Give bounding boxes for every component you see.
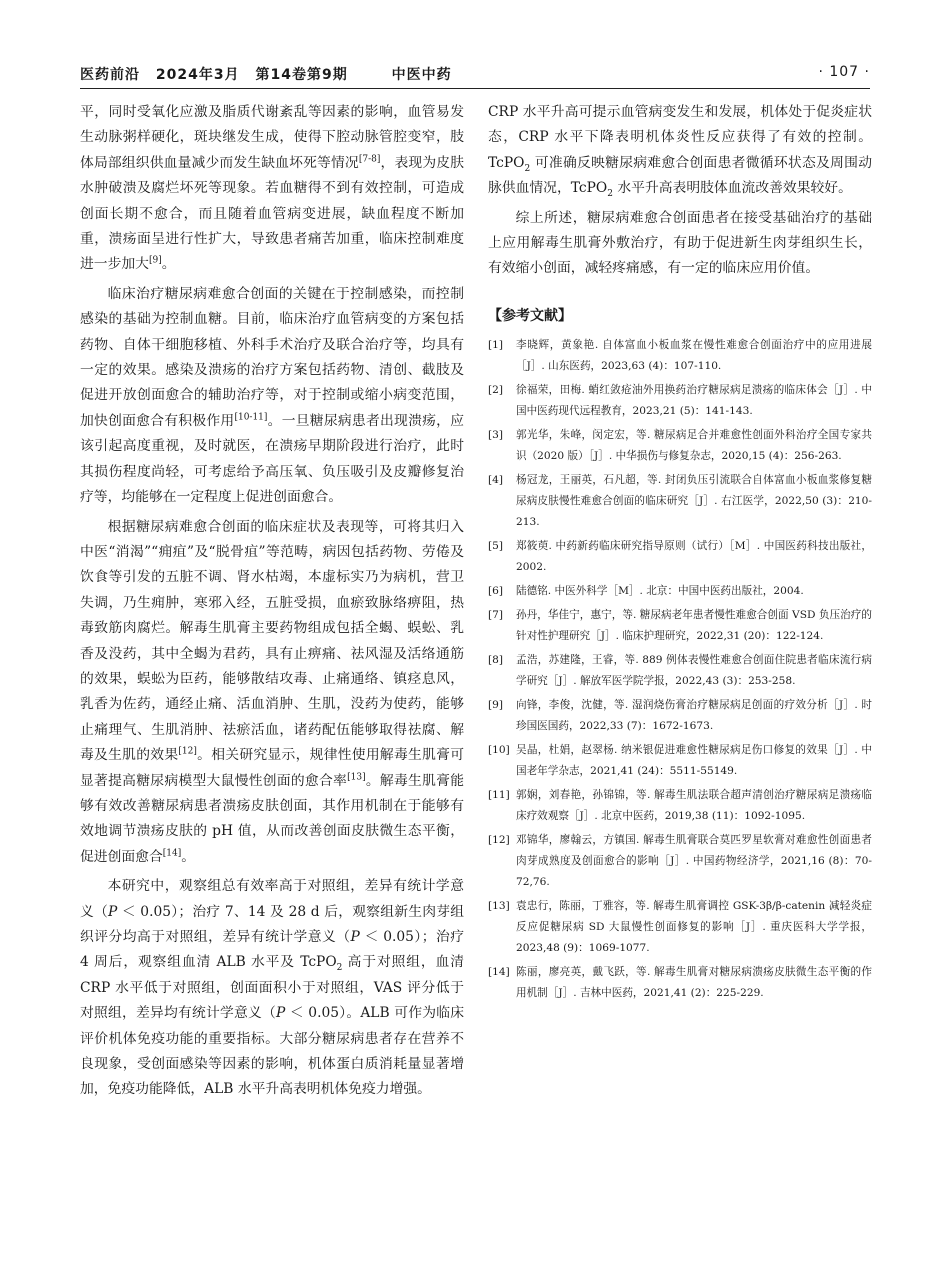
reference-number: [13] — [488, 900, 510, 913]
volume-issue: 第14卷第9期 — [255, 67, 348, 83]
reference-item — [488, 335, 872, 377]
right-column — [488, 100, 872, 1007]
reference-number: [2] — [488, 384, 504, 397]
citation: [14] — [162, 848, 182, 859]
reference-text: 郭光华，朱峰，闵定宏，等. 糖尿病足合并难愈性创面外科治疗全国专家共识（2020 版）［J］. 中华损伤与修复杂志，2020,15 (4)：256-263. — [516, 429, 872, 463]
reference-number: [10] — [488, 744, 510, 757]
reference-text: 邓锦华，廖翰云，方镇国. 解毒生肌膏联合莫匹罗星软膏对难愈性创面患者肉芽成熟度及创面愈合的影响［J］. 中国药物经济学，2021,16 (8)：70-72,76. — [516, 834, 872, 889]
right-paragraph-2: 综上所述，糖尿病难愈合创面患者在接受基础治疗的基础上应用解毒生肌膏外敷治疗，有助于促进新生肉芽组织生长，有效缩小创面，减轻疼痛感，有一定的临床应用价值。 — [488, 209, 872, 277]
reference-text: 袁忠行，陈丽，丁雅容，等. 解毒生肌膏调控 GSK-3β/β-catenin 减轻炎症反应促糖尿病 SD 大鼠慢性创面修复的影响［J］. 重庆医科大学学报，2023,48 (9)：1069-1077. — [516, 900, 872, 955]
reference-item — [488, 380, 872, 422]
reference-item — [488, 830, 872, 893]
reference-item — [488, 650, 872, 692]
reference-item — [488, 425, 872, 467]
reference-text: 孟浩，苏建隆，王睿，等. 889 例体表慢性难愈合创面住院患者临床流行病学研究［J］. 解放军医学院学报，2022,43 (3)：253-258. — [516, 654, 872, 688]
reference-number: [4] — [488, 474, 504, 487]
reference-number: [6] — [488, 585, 504, 598]
reference-number: [8] — [488, 654, 504, 667]
issue-date: 2024年3月 — [155, 67, 240, 83]
reference-text: 李晓辉，黄象艳. 自体富血小板血浆在慢性难愈合创面治疗中的应用进展［J］. 山东医药，2023,63 (4)：107-110. — [516, 339, 872, 373]
page-number: · 107 · — [818, 64, 870, 80]
reference-number: [3] — [488, 429, 504, 442]
reference-text: 陈丽，廖亮英，戴飞跃，等. 解毒生肌膏对糖尿病溃疡皮肤微生态平衡的作用机制［J］. 吉林中医药，2021,41 (2)：225-229. — [516, 966, 872, 1000]
reference-item — [488, 962, 872, 1004]
reference-number: [9] — [488, 699, 504, 712]
header-left — [80, 64, 462, 84]
reference-item — [488, 785, 872, 827]
left-paragraph-3: 根据糖尿病难愈合创面的临床症状及表现等，可将其归入中医“消渴”“痈疽”及“脱骨疽”等范畴，病因包括药物、劳倦及饮食等引发的五脏不调、肾水枯竭，本虚标实乃为病机，营卫失调，乃生痈肿，寒邪入经，五脏受损，血瘀致脉络痹阻，热毒致筋肉腐烂。解毒生肌膏主要药物组成包括全蝎、蜈蚣、乳香及没药，其中全蝎为君药，具有止痹痛、祛风湿及活络通筋的效果，蜈蚣为臣药，能够散结攻毒、止痛通络、镇痉息风，乳香为佐药，通经止痛、活血消肿、生肌，没药为使药，能够止痛理气、生肌消肿、祛瘀活血，诸药配伍能够取得祛腐、解毒及生肌的效果[12]。相关研究显示，规律性使用解毒生肌膏可显著提高糖尿病模型大鼠慢性创面的愈合率[13]。解毒生肌膏能够有效改善糖尿病患者溃疡皮肤创面，其作用机制在于能够有效地调节溃疡皮肤的 pH 值，从而改善创面皮肤微生态平衡，促进创面愈合[14]。 — [80, 518, 465, 865]
reference-number: [11] — [488, 789, 510, 802]
references-heading: 【参考文献】 — [488, 307, 572, 324]
reference-number: [14] — [488, 966, 510, 979]
journal-name: 医药前沿 — [80, 67, 140, 83]
reference-number: [5] — [488, 540, 504, 553]
reference-item — [488, 740, 872, 782]
reference-item — [488, 695, 872, 737]
reference-text: 陆德铭. 中医外科学［M］. 北京：中国中医药出版社，2004. — [516, 585, 804, 598]
reference-item — [488, 896, 872, 959]
citation: [13] — [347, 771, 366, 782]
left-paragraph-4: 本研究中，观察组总有效率高于对照组，差异有统计学意义（P ＜ 0.05）；治疗 7、14 及 28 d 后，观察组新生肉芽组织评分均高于对照组，差异有统计学意义（P ＜ 0.05）；治疗 4 周后，观察组血清 ALB 水平及 TcPO$_2$ 高于对照组，血清 CRP 水平低于对照组，创面面积小于对照组，VAS 评分低于对照组，差异均有统计学意义（P ＜ 0.05）。ALB 可作为临床评价机体免疫功能的重要指标。大部分糖尿病患者存在营养不良现象，受创面感染等因素的影响，机体蛋白质消耗量显著增加，免疫功能降低，ALB 水平升高表明机体免疫力增强。 — [80, 878, 465, 1098]
reference-number: [12] — [488, 834, 510, 847]
reference-number: [1] — [488, 339, 504, 352]
reference-text: 郭娴，刘春艳，孙锦锦，等. 解毒生肌法联合超声清创治疗糖尿病足溃疡临床疗效观察［J］. 北京中医药，2019,38 (11)：1092-1095. — [516, 789, 872, 823]
left-paragraph-1: 平，同时受氧化应激及脂质代谢紊乱等因素的影响，血管易发生动脉粥样硬化，斑块继发生成，使得下腔动脉管腔变窄，肢体局部组织供血量减少而发生缺血坏死等情况[7-8]，表现为皮肤水肿破溃及腐烂坏死等现象。若血糖得不到有效控制，可造成创面长期不愈合，而且随着血管病变进展，缺血程度不断加重，溃疡面呈进行性扩大，导致患者痛苦加重，临床控制难度进一步加大[9]。 — [80, 104, 465, 273]
reference-text: 徐福荣，田梅. 蛸红敛疮油外用换药治疗糖尿病足溃疡的临床体会［J］. 中国中医药现代远程教育，2023,21 (5)：141-143. — [516, 384, 872, 418]
right-paragraph-1: CRP 水平升高可提示血管病变发生和发展，机体处于促炎症状态，CRP 水平下降表明机体炎性反应获得了有效的控制。TcPO$_2$ 可准确反映糖尿病难愈合创面患者微循环状态及周围动脉供血情况，TcPO$_2$ 水平升高表明肢体血流改善效果较好。 — [488, 104, 872, 199]
running-header — [80, 60, 870, 89]
reference-item — [488, 536, 872, 578]
left-column — [80, 100, 464, 1103]
reference-text: 郑筱萸. 中药新药临床研究指导原则（试行）［M］. 中国医药科技出版社，2002. — [516, 540, 872, 574]
reference-text: 向锋，李俊，沈健，等. 湿润烧伤膏治疗糖尿病足创面的疗效分析［J］. 时珍国医国药，2022,33 (7)：1672-1673. — [516, 699, 872, 733]
reference-text: 杨冠龙，王丽英，石凡超，等. 封闭负压引流联合自体富血小板血浆修复糖尿病皮肤慢性难愈合创面的临床研究［J］. 右江医学，2022,50 (3)：210-213. — [516, 474, 872, 529]
citation: [10-11] — [234, 412, 268, 423]
reference-text: 吴晶，杜娟，赵翠杨. 纳米银促进难愈性糖尿病足伤口修复的效果［J］. 中国老年学杂志，2021,41 (24)：5511-55149. — [516, 744, 872, 778]
citation: [7-8] — [358, 154, 381, 165]
left-paragraph-2: 临床治疗糖尿病难愈合创面的关键在于控制感染，而控制感染的基础为控制血糖。目前，临床治疗血管病变的方案包括药物、自体干细胞移植、外科手术治疗及联合治疗等，均具有一定的效果。感染及溃疡的治疗方案包括药物、清创、截肢及促进开放创面愈合的辅助治疗等，对于控制或缩小病变范围，加快创面愈合有积极作用[10-11]。一旦糖尿病患者出现溃疡，应该引起高度重视，及时就医，在溃疡早期阶段进行治疗，此时其损伤程度尚轻，可考虑给予高压氧、负压吸引及皮瓣修复治疗等，均能够在一定程度上促进创面愈合。 — [80, 285, 464, 506]
reference-text: 孙丹，华佳宁，惠宁，等. 糖尿病老年患者慢性难愈合创面 VSD 负压治疗的针对性护理研究［J］. 临床护理研究，2022,31 (20)：122-124. — [516, 609, 872, 643]
citation: [9] — [148, 255, 162, 266]
reference-list — [488, 335, 872, 1004]
reference-item — [488, 470, 872, 533]
reference-item — [488, 605, 872, 647]
section-name: 中医中药 — [391, 67, 452, 83]
reference-item — [488, 581, 872, 602]
citation: [12] — [178, 746, 197, 757]
reference-number: [7] — [488, 609, 504, 622]
